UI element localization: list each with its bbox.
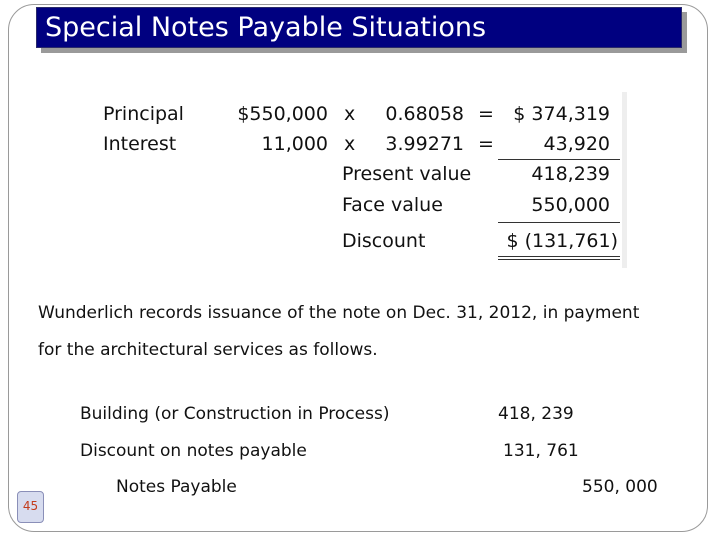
discount-label: Discount (342, 230, 426, 252)
interest-multiply-sign: x (344, 133, 356, 155)
narrative-line-2: for the architectural services as follows. (38, 340, 378, 360)
entry-debit-building: 418, 239 (498, 404, 574, 424)
interest-label: Interest (103, 133, 177, 155)
face-value-amount: 550,000 (531, 194, 610, 216)
interest-amount: 11,000 (261, 133, 328, 155)
entry-account-notes-payable: Notes Payable (116, 477, 237, 497)
principal-multiply-sign: x (344, 103, 356, 125)
principal-label: Principal (103, 103, 184, 125)
interest-equals-sign: = (478, 133, 494, 155)
page-number: 45 (22, 499, 39, 513)
entry-account-discount: Discount on notes payable (80, 441, 307, 461)
principal-result: $ 374,319 (513, 103, 610, 125)
principal-factor: 0.68058 (385, 103, 464, 125)
page-number-badge (17, 491, 44, 523)
discount-amount: $ (131,761) (506, 230, 618, 252)
total-rule (498, 222, 620, 223)
present-value-label: Present value (342, 163, 472, 185)
narrative-line-1: Wunderlich records issuance of the note on Dec. 31, 2012, in payment (38, 303, 640, 323)
title-bar (36, 7, 682, 48)
slide-title: Special Notes Payable Situations (45, 12, 487, 43)
entry-debit-discount: 131, 761 (503, 441, 579, 461)
face-value-label: Face value (342, 194, 443, 216)
subtotal-rule (498, 159, 620, 160)
double-rule-bottom (498, 259, 620, 260)
interest-factor: 3.99271 (385, 133, 464, 155)
principal-equals-sign: = (478, 103, 494, 125)
entry-credit-notes-payable: 550, 000 (582, 477, 658, 497)
interest-result: 43,920 (543, 133, 610, 155)
double-rule-top (498, 256, 620, 257)
entry-account-building: Building (or Construction in Process) (80, 404, 390, 424)
principal-amount: $550,000 (237, 103, 328, 125)
present-value-calculation (92, 90, 627, 270)
present-value-amount: 418,239 (531, 163, 610, 185)
calculation-shadow (622, 92, 627, 268)
